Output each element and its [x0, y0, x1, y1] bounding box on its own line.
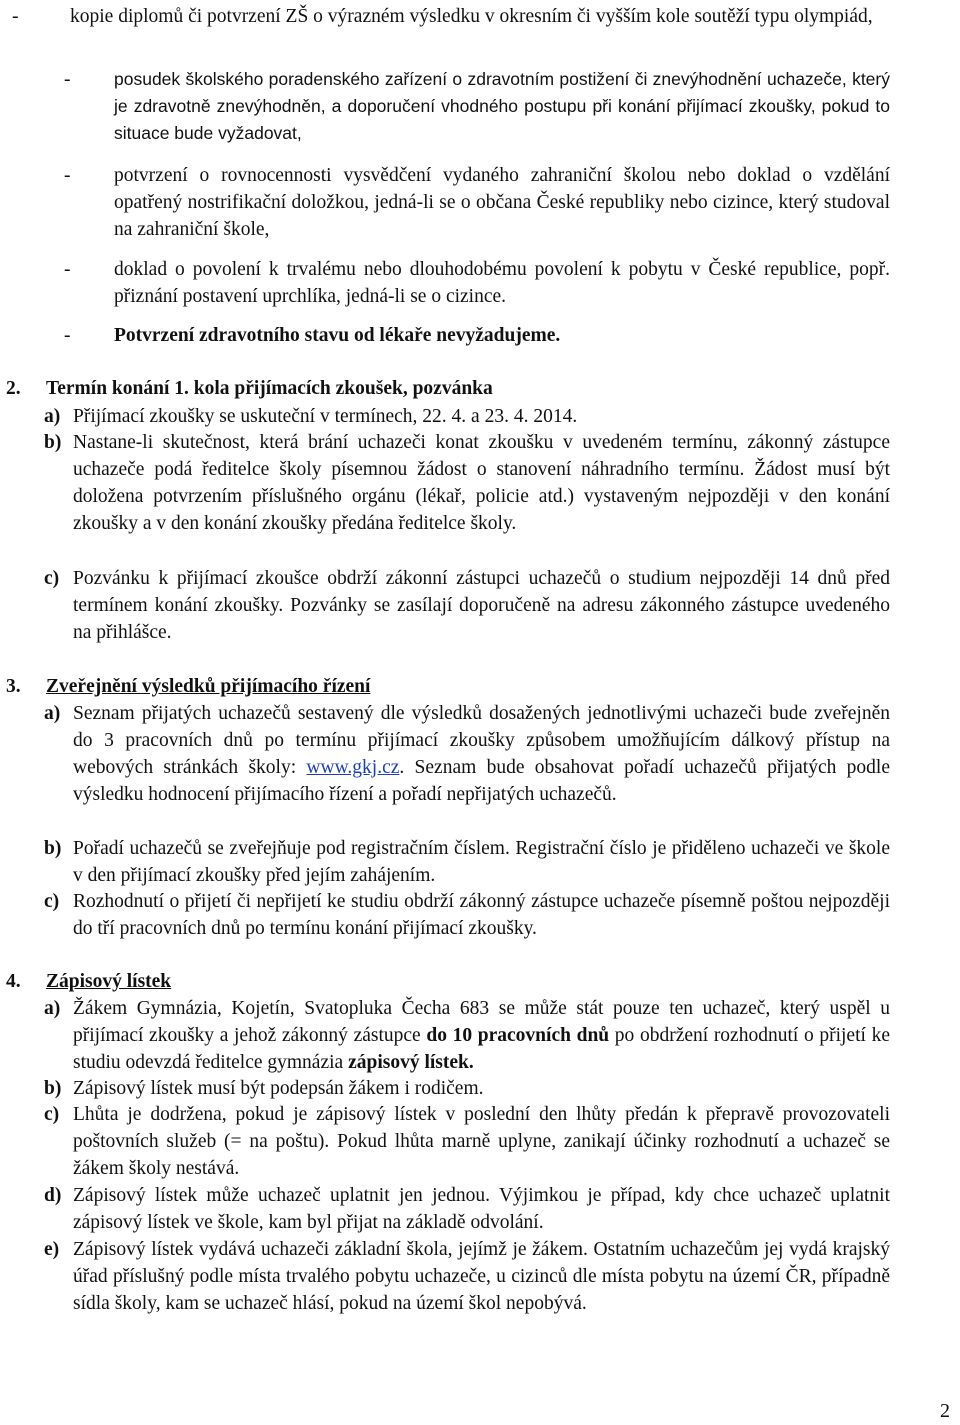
- section-3-number: 3.: [6, 676, 21, 697]
- section-3-c-text: Rozhodnutí o přijetí či nepřijetí ke studiu obdrží zákonný zástupce uchazeče písemně poštou nejpozději do tří pracovních dnů po termínu konání přijímací zkoušky.: [73, 891, 890, 939]
- section-2-c-text: Pozvánku k přijímací zkoušce obdrží zákonní zástupci uchazečů o studium nejpozději 14 dnů před termínem konání zkoušky. Pozvánky se zasílají doporučeně na adresu zákonného zástupce uvedeného na přihlášce.: [73, 568, 890, 643]
- bullet-dash: -: [64, 325, 71, 346]
- section-4-d-label: d): [44, 1185, 62, 1206]
- section-3-a-text-2: . Seznam bude obsahovat pořadí uchazečů přijatých podle výsledku hodnocení přijímacího řízení a pořadí nepřijatých uchazečů.: [73, 757, 890, 805]
- section-4-b-text: Zápisový lístek musí být podepsán žákem i rodičem.: [73, 1078, 484, 1099]
- section-4-d-text: Zápisový lístek může uchazeč uplatnit jen jednou. Výjimkou je případ, kdy chce uchazeč uplatnit zápisový lístek ve škole, kam byl přijat na základě odvolání.: [73, 1185, 890, 1233]
- section-4-b-label: b): [44, 1078, 62, 1099]
- section-4-a-text: [73, 995, 890, 1076]
- section-4-e-text: Zápisový lístek vydává uchazeči základní škola, jejímž je žákem. Ostatním uchazečům jej vydá krajský úřad příslušný podle místa trvalého pobytu uchazeče, u cizinců dle místa pobytu na území ČR, případně sídla školy, kam se uchazeč hlásí, pokud na území škol nepobývá.: [73, 1239, 890, 1314]
- bullet-dash: -: [64, 69, 71, 90]
- bullet-item: [64, 66, 890, 147]
- bullet-item: [64, 256, 890, 310]
- bullet-text: posudek školského poradenského zařízení o zdravotním postižení či znevýhodnění uchazeče, který je zdravotně znevýhodněn, a doporučení vhodného postupu při konání přijímací zkoušky, pokud to situace bude vyžadovat,: [114, 69, 890, 143]
- section-4-e-label: e): [44, 1239, 60, 1260]
- section-4-title: Zápisový lístek: [46, 971, 172, 992]
- section-2-title: Termín konání 1. kola přijímacích zkoušek, pozvánka: [46, 378, 493, 399]
- section-2-c-label: c): [44, 568, 60, 589]
- section-4-a-bold-2: zápisový lístek.: [348, 1052, 474, 1073]
- bullet-item: [64, 322, 890, 349]
- section-3-a-text-1: Seznam přijatých uchazečů sestavený dle výsledků dosažených jednotlivými uchazeči bude zveřejněn do 3 pracovních dnů po termínu přijímací zkoušky způsobem umožňujícím dálkový přístup na webových stránkách školy:: [73, 703, 890, 778]
- section-3-a-label: a): [44, 703, 61, 724]
- section-3-b-text: Pořadí uchazečů se zveřejňuje pod registračním číslem. Registrační číslo je přiděleno uchazeči ve škole v den přijímací zkoušky před jejím zahájením.: [73, 838, 890, 886]
- page-number: 2: [940, 1400, 950, 1422]
- bullet-dash: -: [12, 6, 19, 27]
- section-4-a-text-1: Žákem Gymnázia, Kojetín, Svatopluka Čecha 683 se může stát pouze ten uchazeč, který uspěl u přijímací zkoušky a jehož zákonný zástupce: [73, 998, 890, 1046]
- section-2-number: 2.: [6, 378, 21, 399]
- section-2-a-text: Přijímací zkoušky se uskuteční v termínech, 22. 4. a 23. 4. 2014.: [73, 406, 578, 427]
- section-2-b-text: Nastane-li skutečnost, která brání uchazeči konat zkoušku v uvedeném termínu, zákonný zástupce uchazeče podá ředitelce školy písemnou žádost o stanovení náhradního termínu. Žádost musí být doložena potvrzením příslušného orgánu (lékař, policie atd.) vystaveným nejpozději v den konání zkoušky a v den konání zkoušky předána ředitelce školy.: [73, 432, 890, 534]
- section-4-c-label: c): [44, 1104, 60, 1125]
- school-website-link[interactable]: www.gkj.cz: [306, 757, 400, 778]
- section-3-a-text: [73, 700, 890, 808]
- bullet-text: kopie diplomů či potvrzení ZŠ o výrazném výsledku v okresním či vyšším kole soutěží typu olympiád,: [70, 6, 873, 27]
- bullet-item: [12, 3, 890, 30]
- bullet-text: doklad o povolení k trvalému nebo dlouhodobému povolení k pobytu v České republice, popř. přiznání postavení uprchlíka, jedná-li se o cizince.: [114, 259, 890, 307]
- bullet-text: potvrzení o rovnocennosti vysvědčení vydaného zahraniční školou nebo doklad o vzdělání opatřený nostrifikační doložkou, jedná-li se o občana České republiky nebo cizince, který studoval na zahraniční škole,: [114, 165, 890, 240]
- section-4-number: 4.: [6, 971, 21, 992]
- bullet-text-bold: Potvrzení zdravotního stavu od lékaře nevyžadujeme.: [114, 325, 561, 346]
- section-4-a-bold-1: do 10 pracovních dnů: [426, 1025, 610, 1046]
- bullet-dash: -: [64, 165, 71, 186]
- section-2-b-label: b): [44, 432, 62, 453]
- bullet-item: [64, 162, 890, 243]
- section-4-a-text-2: po obdržení rozhodnutí o přijetí ke studiu odevzdá ředitelce gymnázia: [73, 1025, 890, 1073]
- section-4-a-label: a): [44, 998, 61, 1019]
- bullet-dash: -: [64, 259, 71, 280]
- section-3-c-label: c): [44, 891, 60, 912]
- section-3-title: Zveřejnění výsledků přijímacího řízení: [46, 676, 371, 697]
- section-3-b-label: b): [44, 838, 62, 859]
- section-2-a-label: a): [44, 406, 61, 427]
- section-4-c-text: Lhůta je dodržena, pokud je zápisový lístek v poslední den lhůty předán k přepravě provozovateli poštovních služeb (= na poštu). Pokud lhůta marně uplyne, zanikají účinky rozhodnutí a uchazeč se žákem školy nestává.: [73, 1104, 890, 1179]
